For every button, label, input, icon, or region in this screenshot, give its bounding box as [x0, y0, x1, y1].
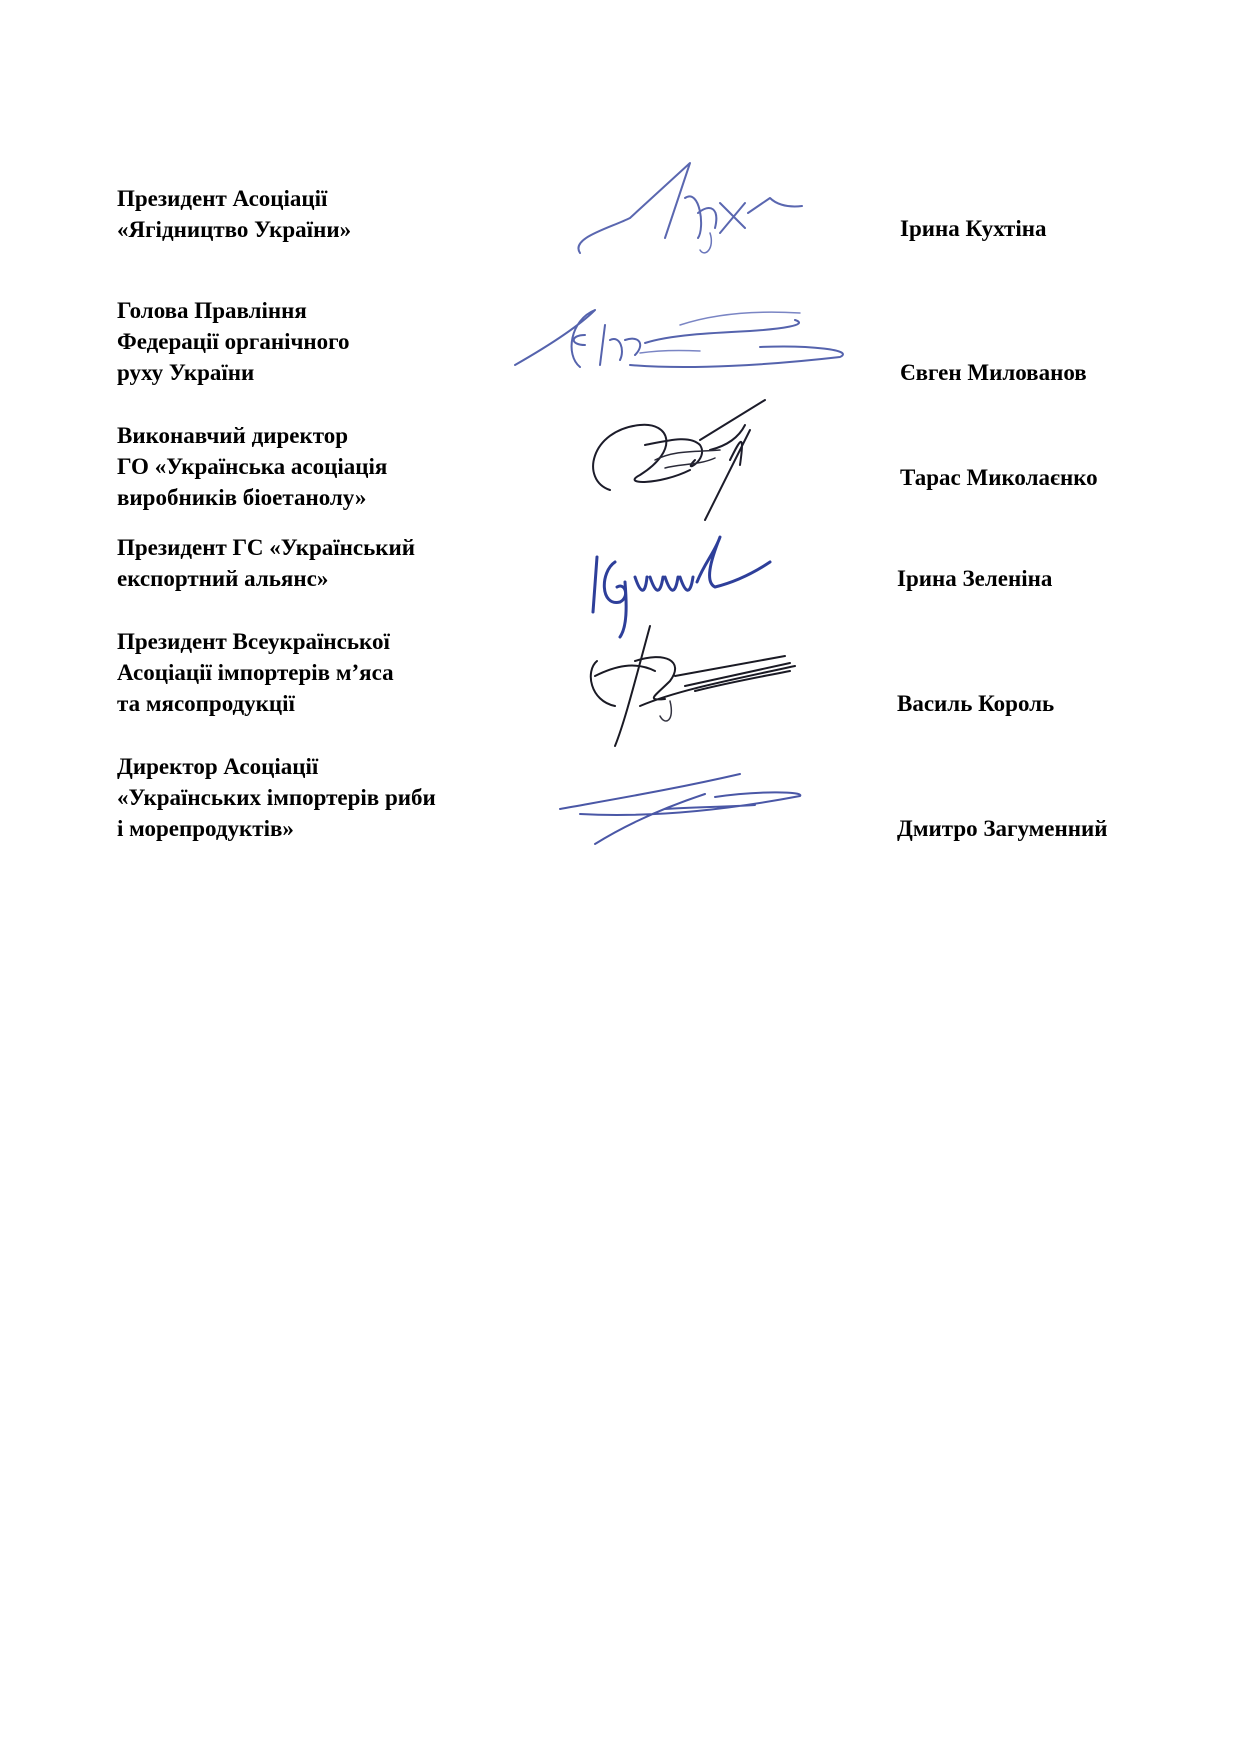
position-line: Президент Асоціації	[117, 186, 328, 211]
signatory-name: Дмитро Загуменний	[897, 816, 1108, 841]
position-line: та мясопродукції	[117, 691, 295, 716]
position-line: Голова Правління	[117, 298, 307, 323]
position-line: «Українських імпортерів риби	[117, 785, 436, 810]
signatory-position	[117, 183, 517, 245]
signature-image	[510, 295, 850, 380]
position-line: Асоціації імпортерів м’яса	[117, 660, 394, 685]
position-line: ГО «Українська асоціація	[117, 454, 388, 479]
signatory-position	[117, 626, 517, 719]
signatory-position	[117, 532, 517, 594]
position-line: Директор Асоціації	[117, 754, 319, 779]
signatory-position	[117, 751, 517, 844]
signature-image	[555, 769, 805, 849]
signatory-name: Євген Милованов	[900, 360, 1087, 385]
signatory-position	[117, 420, 517, 513]
position-line: Федерації органічного	[117, 329, 350, 354]
signature-image	[580, 390, 790, 530]
position-line: і морепродуктів»	[117, 816, 294, 841]
signatory-name: Василь Король	[897, 691, 1055, 716]
position-line: Президент Всеукраїнської	[117, 629, 390, 654]
signature-image	[575, 621, 805, 756]
position-line: експортний альянс»	[117, 566, 329, 591]
position-line: «Ягідництво України»	[117, 217, 352, 242]
signatory-name: Ірина Зеленіна	[897, 566, 1053, 591]
signature-image	[570, 158, 810, 268]
signatory-position	[117, 295, 517, 388]
position-line: Президент ГС «Український	[117, 535, 416, 560]
position-line: руху України	[117, 360, 255, 385]
signatory-name: Ірина Кухтіна	[900, 216, 1047, 241]
signatory-name: Тарас Миколаєнко	[900, 465, 1098, 490]
position-line: виробників біоетанолу»	[117, 485, 367, 510]
position-line: Виконавчий директор	[117, 423, 348, 448]
